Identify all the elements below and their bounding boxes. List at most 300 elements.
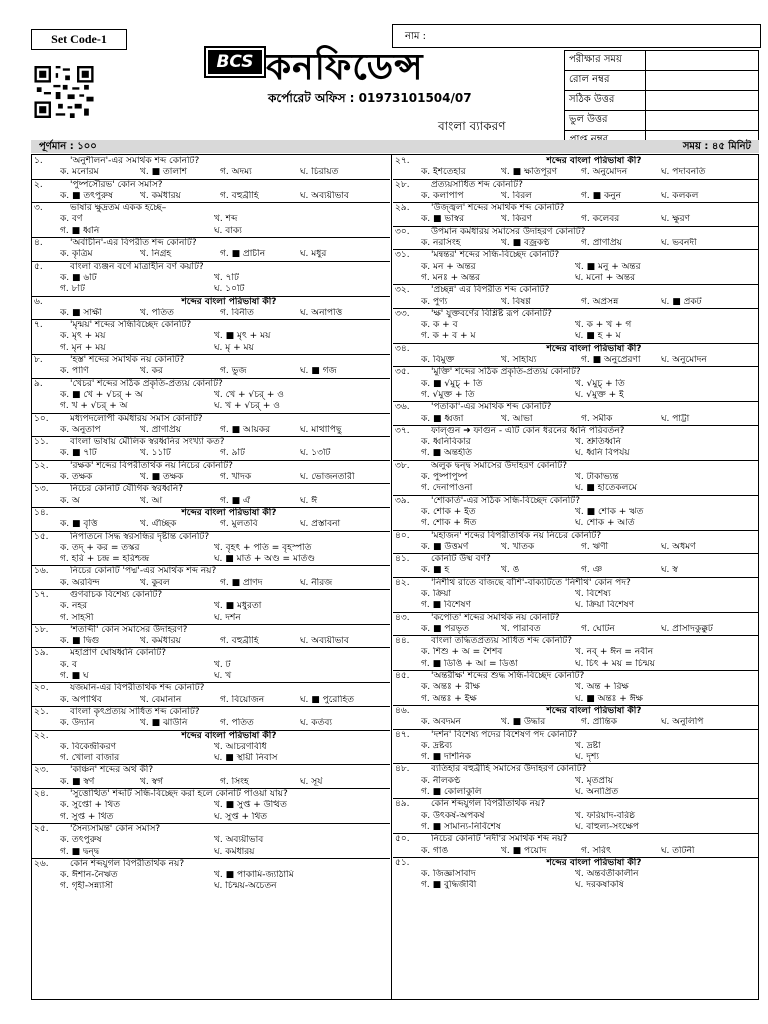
option: ক. ক + ব	[421, 320, 458, 331]
question-text: গুণবাচক বিশেষ্য কোনটি?	[70, 589, 163, 600]
exam-info-table	[564, 50, 759, 151]
question-number: ১৩.	[34, 484, 49, 495]
option: খ. অব্যয়ীভাব	[214, 835, 264, 846]
question-row	[34, 566, 388, 577]
option: খ. √মুচ্ + তি	[575, 378, 625, 389]
option: গ. সিংহ	[220, 776, 249, 787]
options-row	[34, 800, 388, 811]
option: ঘ. বাক্য	[214, 225, 242, 236]
question-text: শব্দের বাংলা পরিভাষা কী?	[546, 857, 642, 868]
option: ঘ. বাহুল্য-সংক্ষেপ	[575, 821, 640, 832]
option: খ. ■ সুপ্ত + উত্থিত	[214, 800, 287, 811]
question-row	[395, 461, 757, 472]
option: ঘ. ■ হাতেকলমে	[575, 483, 637, 494]
option: গ. ■ দ্বন্দ্ব	[60, 846, 100, 857]
option: ক. ■ পরভৃত	[421, 623, 469, 634]
option: খ. ■ মনু + অন্তর	[575, 261, 641, 272]
option: খ. ■ পাকামি-জ্যাঠামি	[214, 870, 294, 881]
option: খ. ৭টি	[214, 272, 239, 283]
options-row	[34, 847, 388, 858]
option: ক. বিমুক্ত	[421, 355, 455, 366]
options-row	[395, 483, 757, 494]
options-row	[34, 613, 388, 624]
options-row	[395, 659, 757, 670]
name-box[interactable]	[392, 24, 761, 48]
options-row	[395, 647, 757, 658]
option: ঘ. প্রাসাদকুক্কুট	[661, 623, 713, 634]
question-number: ১১.	[34, 437, 49, 448]
office-contact: কর্পোরেট অফিস : 01973101504/07	[268, 91, 472, 105]
option: ঘ. খ + √চর্ + ও	[214, 401, 280, 412]
question-text: 'মৃন্ময়' শব্দের সন্ধিবিচ্ছেদ কোনটি?	[70, 320, 192, 331]
options-row	[395, 414, 757, 425]
question-row	[395, 180, 757, 191]
question-number: ৪.	[34, 238, 43, 249]
option: ঘ. অব্যয়ীভাব	[300, 636, 349, 647]
option: খ. সাহায্য	[501, 355, 537, 366]
option: ঘ. ■ স্থায়ী নিবাস	[214, 753, 278, 764]
question-item	[395, 705, 757, 729]
option: ঘ. স্ব	[661, 565, 678, 576]
option: খ. আ	[140, 495, 163, 506]
option: ক. অ	[60, 495, 80, 506]
option: খ. ■ বজ্রকণ্ঠ	[501, 238, 550, 249]
question-row	[395, 156, 757, 167]
subject-title: বাংলা ব্যাকরণ	[438, 119, 506, 133]
option: ক. ঈশান-নৈঋত	[60, 870, 118, 881]
question-text: কোন শব্দযুগল বিপরীতার্থক নয়?	[431, 799, 546, 810]
question-item	[395, 425, 757, 460]
option: ঘ. চিৎ + ময় = চিন্ময়	[575, 658, 655, 669]
question-item	[34, 296, 388, 320]
question-text: বাংলা কৃৎপ্রত্যয় সাধিত শব্দ কোনটি?	[70, 706, 200, 717]
question-number: ৪৪.	[395, 636, 410, 647]
question-item	[395, 530, 757, 554]
question-item	[34, 261, 388, 296]
question-number: ৩০.	[395, 226, 410, 237]
option: খ. ■ উদ্ধার	[501, 717, 546, 728]
question-number: ৫.	[34, 261, 43, 272]
option: ক. শোক + ইত	[421, 506, 476, 517]
question-number: ২৯.	[395, 203, 410, 214]
options-row	[34, 671, 388, 682]
question-row	[395, 426, 757, 437]
option: গ. ঞ	[581, 565, 603, 576]
option: গ. খোলা বাজার	[60, 753, 120, 764]
options-row	[34, 543, 388, 554]
option: খ. ■ পয়োদ	[501, 845, 547, 856]
option: ক. কলাপাপ	[421, 190, 464, 201]
option: ঘ. দর্শন	[214, 612, 241, 623]
question-number: ৪৬.	[395, 705, 410, 716]
option: গ. ■ ঐ	[220, 495, 251, 506]
question-row	[395, 227, 757, 238]
option: গ. প্রাণপ্রিয়	[581, 238, 622, 249]
options-row	[395, 167, 757, 178]
option: গ. দেনাপাওনা	[421, 483, 473, 494]
options-row	[34, 366, 388, 377]
question-row	[395, 309, 757, 320]
options-row	[34, 578, 388, 589]
options-row	[34, 519, 388, 530]
option: খ. পতিত	[140, 307, 174, 318]
options-row	[395, 379, 757, 390]
option: খ. খাতক	[501, 541, 535, 552]
question-item	[395, 343, 757, 367]
question-text: শব্দের বাংলা পরিভাষা কী?	[181, 507, 277, 518]
option: গ. ■ প্রাচীন	[220, 249, 266, 260]
question-item	[34, 589, 388, 624]
question-text: 'উজ্জ্বল' শব্দের সমার্থক শব্দ কোনটি?	[431, 203, 565, 214]
options-row	[395, 846, 757, 857]
options-row	[34, 167, 388, 178]
options-row	[395, 262, 757, 273]
option: ঘ. ■ পুরোহিত	[300, 694, 354, 705]
option: ঘ. কর্তব্য	[300, 718, 332, 729]
option: ঘ. অব্যয়ীভাব	[300, 190, 349, 201]
question-item	[395, 226, 757, 250]
question-item	[34, 237, 388, 261]
option: ঘ. চিরায়ত	[300, 167, 339, 178]
question-text: শব্দের বাংলা পরিভাষা কী?	[181, 296, 277, 307]
question-number: ৫১.	[395, 857, 410, 868]
question-row	[34, 156, 388, 167]
options-row	[395, 518, 757, 529]
option: ক. সুপ্তো + থিত	[60, 800, 121, 811]
options-row	[395, 191, 757, 202]
option: খ. মৃতপ্রায়	[575, 775, 614, 786]
options-row	[34, 881, 388, 892]
option: ক. বর্ণ	[60, 214, 83, 225]
question-number: ৪০.	[395, 530, 410, 541]
question-row	[395, 858, 757, 869]
option: খ. পারাবত	[501, 623, 541, 634]
options-row	[34, 835, 388, 846]
options-row	[395, 600, 757, 611]
option: ঘ. কর্মধারয়	[214, 846, 255, 857]
option: ঘ. ১০টি	[214, 284, 245, 295]
option: ঘ. শোক + আর্ত	[575, 518, 635, 529]
option: ক. ■ হ	[421, 565, 450, 576]
options-row	[34, 226, 388, 237]
option: গ. ক + ব + ম	[421, 331, 476, 342]
question-number: ২২.	[34, 730, 49, 741]
option: ক. ধ্বনিবিকার	[421, 437, 471, 448]
question-number: ৯.	[34, 378, 43, 389]
option: খ. ■ ঝাউনি	[140, 718, 188, 729]
option: খ. ■ তালাশ	[140, 167, 188, 178]
option: ক. অপার্থিব	[60, 694, 102, 705]
question-number: ৩৮.	[395, 460, 410, 471]
option: ক. মৃৎ + ময়	[60, 331, 106, 342]
question-item	[395, 308, 757, 343]
question-text: 'দর্শন' বিশেষ্য পদের বিশেষণ পদ কোনটি?	[431, 729, 578, 740]
name-label: নাম :	[405, 31, 426, 42]
option: গ. সাহসী	[60, 612, 94, 623]
question-text: মহাপ্রাণ ঘোষধ্বনি কোনটি?	[70, 648, 167, 659]
info-label: সঠিক উত্তর	[565, 91, 646, 111]
question-text: 'ক্ষ' যুক্তবর্ণের বিশ্লিষ্ট রূপ কোনটি?	[431, 308, 552, 319]
option: খ. ■ ক্ষতিপূরণ	[501, 167, 558, 178]
option: খ. ■ শোক + ঋত	[575, 506, 644, 517]
info-label: রোল নম্বর	[565, 71, 646, 91]
option: ক. ■ √মুচ্ + তি	[421, 378, 483, 389]
options-row	[395, 320, 757, 331]
option: খ. কর্মধারয়	[140, 636, 181, 647]
option: খ. খে + √চর্ + ও	[214, 389, 284, 400]
question-row	[34, 859, 388, 870]
question-text: প্রত্যয়সাধিত শব্দ কোনটি?	[431, 179, 523, 190]
option: খ. ঐচ্ছিক	[140, 519, 177, 530]
question-number: ২৮.	[395, 179, 410, 190]
question-row	[34, 625, 388, 636]
question-item	[34, 436, 388, 460]
option: ক. ■ খে + √চর্ + অ	[60, 389, 143, 400]
option: ঘ. ভোজনতারী	[300, 472, 355, 483]
option: খ. ফরিয়াদ-বরিষ্ঠ	[575, 810, 636, 821]
question-row	[395, 636, 757, 647]
options-row	[34, 249, 388, 260]
question-text: 'মন্বন্তর' শব্দের সন্ধি-বিচ্ছেদ কোনটি?	[431, 250, 560, 261]
option: গ. √মুক্ত + তি	[421, 389, 475, 400]
option: ঘ. প্রস্তাবনা	[300, 519, 341, 530]
option: ক. উৎকর্ষ-অপকর্ষ	[421, 810, 485, 821]
question-number: ১০.	[34, 413, 49, 424]
option: গ. ■ কনুন	[581, 190, 622, 201]
option: ঘ. সুপ্ত + থিত	[214, 811, 268, 822]
option: গ. ■ অন্তর্হতি	[421, 448, 473, 459]
options-row	[34, 870, 388, 881]
question-number: ৩৬.	[395, 402, 410, 413]
question-text: 'শোকার্ত'-এর সঠিক সন্ধি-বিচ্ছেদ কোনটি?	[431, 495, 580, 506]
option: ঘ. দরকষাকষি	[575, 880, 624, 891]
option: ঘ. √মুক্ত + ই	[575, 389, 624, 400]
option: খ. টাকাভ্যন্ত	[575, 472, 619, 483]
option: ঘ. ■ মার্ত + অণ্ড = মার্তণ্ড	[214, 554, 315, 565]
question-item	[395, 577, 757, 612]
question-row	[395, 531, 757, 542]
left-question-column	[34, 156, 388, 893]
option: গ. বিয়োজন	[220, 694, 265, 705]
options-row	[34, 753, 388, 764]
option: খ. কুবল	[140, 577, 170, 588]
option: গ. মনঃ + অন্তর	[421, 272, 480, 283]
options-row	[34, 742, 388, 753]
right-question-column	[395, 156, 757, 892]
question-row	[395, 671, 757, 682]
question-row	[34, 707, 388, 718]
option: ক. ■ ধ্বজা	[421, 413, 464, 424]
option: গ. ভুজ	[220, 366, 247, 377]
question-text: 'অনুশীলন'-এর সমার্থক শব্দ কোনটি?	[70, 156, 200, 166]
option: ক. ইশতেহার	[421, 167, 466, 178]
question-text: 'রক্ষক' শব্দের বিপরীতার্থক নয় নিচের কোনটি?	[70, 460, 233, 471]
question-item	[34, 647, 388, 682]
question-item	[34, 565, 388, 589]
option: খ. নব্ + ঈন = নবীন	[575, 647, 654, 658]
options-row	[34, 425, 388, 436]
question-row	[395, 764, 757, 775]
question-number: ৩১.	[395, 250, 410, 261]
options-row	[395, 448, 757, 459]
option: ঘ. অনাপ্রিত	[575, 787, 619, 798]
question-number: ২১.	[34, 706, 49, 717]
option: খ. ক + খ + গ	[575, 320, 632, 331]
option: খ. দ্রষ্টা	[575, 740, 601, 751]
option: ঘ. ■ গজ	[300, 366, 337, 377]
question-text: 'কপোত' শব্দের সমার্থক নয় কোনটি?	[431, 612, 560, 623]
option: ক. গাঙ	[421, 845, 449, 856]
option: খ. ■ মধুরতা	[214, 601, 262, 612]
question-item	[395, 612, 757, 636]
option: গ. ■ সামান্য-নির্বিশেষ	[421, 821, 501, 832]
option: গ. বহুব্রীহি	[220, 190, 259, 201]
question-item	[34, 764, 388, 788]
question-item	[395, 401, 757, 425]
question-item	[34, 788, 388, 823]
option: ঘ. মৃ + ময়	[214, 342, 254, 353]
question-item	[395, 156, 757, 179]
option: গ. অন্তঃ + ইক্ষ	[421, 693, 477, 704]
option: খ. প্রাণপ্রিয়	[140, 424, 181, 435]
question-item	[395, 635, 757, 670]
question-item	[395, 763, 757, 798]
options-row	[395, 437, 757, 448]
option: খ. নিগ্রহ	[140, 249, 172, 260]
options-row	[34, 401, 388, 412]
option: গ. ■ ঘ	[60, 671, 89, 682]
question-text: 'প্রচ্ছন্ন' এর বিপরীত শব্দ কোনটি?	[431, 285, 550, 296]
question-row	[395, 402, 757, 413]
qr-code-icon	[34, 66, 94, 118]
option: খ. ১১টি	[140, 448, 171, 459]
option: ক. ■ দ্বিগু	[60, 636, 100, 647]
question-item	[34, 682, 388, 706]
option: ক. নরসিংহ	[421, 238, 461, 249]
options-row	[395, 787, 757, 798]
option: ঘ. দৃশ্য	[575, 752, 599, 763]
question-text: 'খেচর' শব্দের সঠিক প্রকৃতি-প্রত্যয় কোনটি?	[70, 378, 223, 389]
option: গ. ■ বুদ্ধিজীবী	[421, 880, 477, 891]
option: ক. ■ ৬টি	[60, 272, 97, 283]
question-number: ১৫.	[34, 531, 49, 542]
option: ক. অনুতাপ	[60, 424, 101, 435]
info-value-cell[interactable]	[646, 91, 759, 111]
question-number: ৫০.	[395, 834, 410, 845]
question-text: 'নিশীথ রাতে বাজছে বাঁশি'-বাক্যটিতে 'নিশীথ' কোন পদ?	[431, 577, 631, 588]
options-row	[395, 297, 757, 308]
option: ঘ. অনুলিপি	[661, 717, 704, 728]
question-number: ৭.	[34, 320, 43, 331]
options-row	[395, 355, 757, 366]
option: গ. খ + √চর্ + অ	[60, 401, 128, 412]
question-item	[395, 284, 757, 308]
option: ক. অরবিন্দ	[60, 577, 100, 588]
option: ঘ. ক্ষুরণ	[661, 214, 690, 225]
question-item	[395, 249, 757, 284]
question-number: ১৬.	[34, 566, 49, 577]
option: ক. ■ বৃত্তি	[60, 519, 98, 530]
question-text: 'অর্বাচীন'-এর বিপরীত শব্দ কোনটি?	[70, 238, 197, 249]
options-row	[395, 822, 757, 833]
info-value-cell[interactable]	[646, 51, 759, 71]
info-label: পরীক্ষার সময়	[565, 51, 646, 71]
question-row	[395, 496, 757, 507]
question-row	[34, 789, 388, 800]
option: গ. সমীক	[581, 413, 613, 424]
question-row	[395, 344, 757, 355]
question-item	[395, 670, 757, 705]
question-number: ২৫.	[34, 823, 49, 834]
option: ঘ. অধমর্ণ	[661, 541, 696, 552]
info-value-cell[interactable]	[646, 71, 759, 91]
question-row	[34, 683, 388, 694]
question-number: ৪১.	[395, 554, 410, 565]
question-number: ২৬.	[34, 858, 49, 869]
option: গ. সরিৎ	[581, 845, 611, 856]
question-row	[34, 414, 388, 425]
option: গ. মুলতবি	[220, 519, 258, 530]
options-row	[395, 542, 757, 553]
option: ক. উদ্যান	[60, 718, 95, 729]
option: খ. শ্রুতিধ্বনি	[575, 437, 622, 448]
question-number: ৩৯.	[395, 495, 410, 506]
options-row	[395, 589, 757, 600]
options-row	[395, 507, 757, 518]
question-text: 'অন্তরীক্ষ' শব্দের শুদ্ধ সন্ধি-বিচ্ছেদ কোনটি?	[431, 671, 585, 682]
options-row	[395, 238, 757, 249]
option: ঘ. মধুর	[300, 249, 327, 260]
option: ক. পাণি	[60, 366, 89, 377]
question-number: ৪৩.	[395, 612, 410, 623]
question-row	[34, 355, 388, 366]
question-number: ৪৮.	[395, 764, 410, 775]
question-text: 'মুক্তি' শব্দের সঠিক প্রকৃতি-প্রত্যয় কোনটি?	[431, 367, 581, 378]
option: খ. অন্তর্বর্তীকালীন	[575, 869, 639, 880]
info-value-cell[interactable]	[646, 111, 759, 131]
question-row	[34, 180, 388, 191]
options-row	[34, 812, 388, 823]
option: গ. ■ আয়কর	[220, 424, 271, 435]
option: খ. ট	[214, 659, 231, 670]
option: ক. ■ তৎপুরুষ	[60, 190, 113, 201]
option: ঘ. ■ হ + ম	[575, 331, 621, 342]
question-row	[34, 379, 388, 390]
question-number: ২.	[34, 179, 43, 190]
question-row	[34, 731, 388, 742]
question-item	[34, 413, 388, 437]
option: গ. প্রান্তিক	[581, 717, 618, 728]
option: ঘ. পদাবনতি	[661, 167, 706, 178]
options-row	[34, 448, 388, 459]
option: গ. অদম্য	[220, 167, 252, 178]
question-text: নিপাতনে সিদ্ধ স্বরসন্ধির দৃষ্টান্ত কোনটি?	[70, 531, 210, 542]
question-row	[395, 730, 757, 741]
option: গ. অপ্রসন্ন	[581, 296, 619, 307]
question-row	[34, 437, 388, 448]
option: খ. বেমানান	[140, 694, 182, 705]
question-item	[34, 378, 388, 413]
option: গ. ■ বিশেষণ	[421, 600, 471, 611]
options-row	[34, 601, 388, 612]
option: ঘ. ক্রিয়া বিশেষণ	[575, 600, 635, 611]
options-row	[395, 214, 757, 225]
option: ক. ■ স্বর্ণ	[60, 776, 95, 787]
option: খ. আচরণবিধি	[214, 741, 267, 752]
question-item	[395, 729, 757, 764]
option: গ. ■ অনুপ্রেরণা	[581, 355, 641, 366]
question-number: ১৯.	[34, 648, 49, 659]
